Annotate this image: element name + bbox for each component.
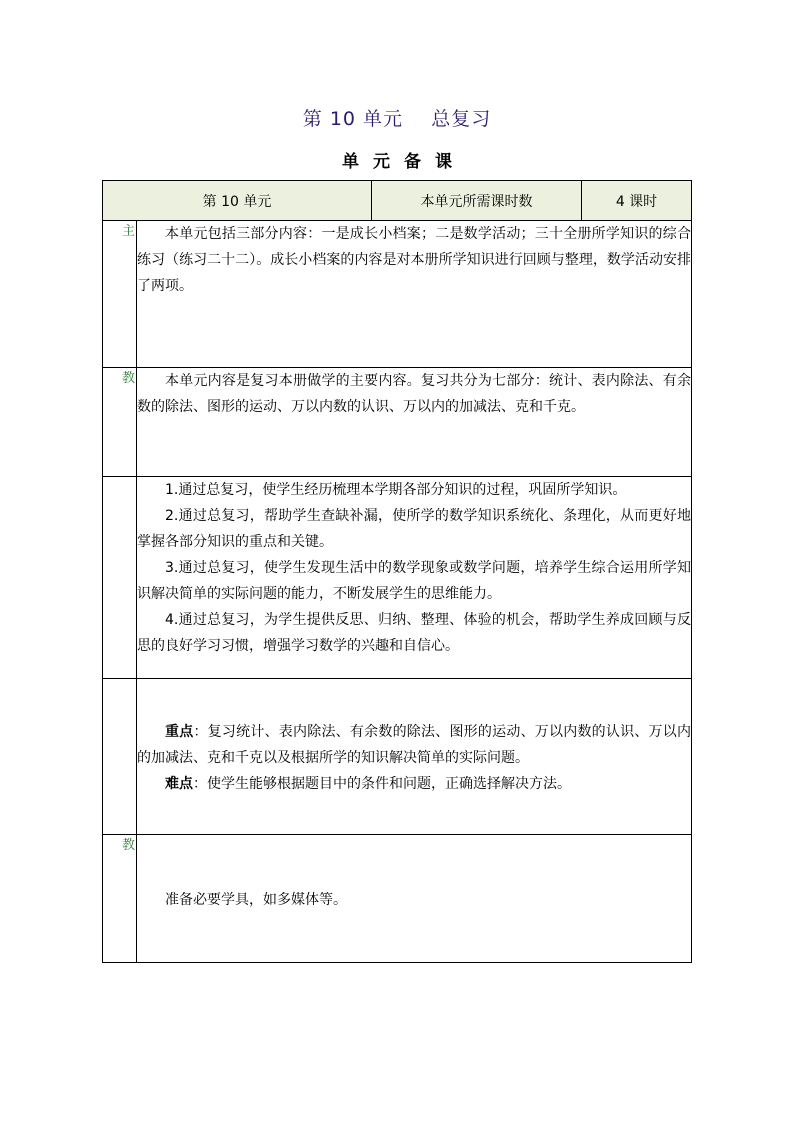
key-point-label: 重点 <box>165 724 194 740</box>
unit-cell: 第 10 单元 <box>103 181 372 221</box>
objective-item: 4.通过总复习，为学生提供反思、归纳、整理、体验的机会，帮助学生养成回顾与反思的良好学习习惯，增强学习数学的兴趣和自信心。 <box>137 612 691 654</box>
paragraph: 准备必要学具，如多媒体等。 <box>165 892 347 908</box>
content-cell <box>137 679 692 835</box>
table-header-row <box>103 181 692 221</box>
objective-item: 1.通过总复习，使学生经历梳理本学期各部分知识的过程，巩固所学知识。 <box>165 482 627 498</box>
table-row-key-points <box>103 679 692 835</box>
paragraph: 本单元内容是复习本册做学的主要内容。复习共分为七部分：统计、表内除法、有余数的除法、图形的运动、万以内数的认识、万以内的加减法、克和千克。 <box>137 373 691 415</box>
side-label: 主 <box>122 224 136 239</box>
key-point <box>137 719 691 771</box>
table-row-analysis <box>103 368 692 477</box>
side-label-cell <box>103 368 137 477</box>
table-row-content <box>103 221 692 368</box>
content-cell <box>137 835 692 963</box>
side-label-cell <box>103 221 137 368</box>
side-label-cell <box>103 835 137 963</box>
difficulty-label: 难点 <box>165 776 193 792</box>
lesson-plan-table <box>102 180 692 963</box>
side-label: 教 <box>122 371 136 386</box>
prep-title: 单元备课 <box>342 152 466 172</box>
content-cell <box>137 368 692 477</box>
objective-item: 3.通过总复习，使学生发现生活中的数学现象或数学问题，培养学生综合运用所学知识解决简单的实际问题的能力，不断发展学生的思维能力。 <box>137 560 691 602</box>
key-point-text: ：复习统计、表内除法、有余数的除法、图形的运动、万以内数的认识、万以内的加减法、克和千克以及根据所学的知识解决简单的实际问题。 <box>137 724 692 766</box>
hours-label-cell: 本单元所需课时数 <box>372 181 582 221</box>
unit-title: 第 10 单元 总复习 <box>302 108 492 130</box>
side-label: 教 <box>122 838 136 853</box>
objective-item: 2.通过总复习，帮助学生查缺补漏，使所学的数学知识系统化、条理化，从而更好地掌握各部分知识的重点和关键。 <box>137 508 691 550</box>
hours-value-cell: 4 课时 <box>582 181 692 221</box>
difficulty-text: ：使学生能够根据题目中的条件和问题，正确选择解决方法。 <box>193 776 571 792</box>
content-cell <box>137 221 692 368</box>
difficulty-point <box>137 771 691 797</box>
paragraph: 本单元包括三部分内容：一是成长小档案；二是数学活动；三十全册所学知识的综合练习（练习二十二）。成长小档案的内容是对本册所学知识进行回顾与整理，数学活动安排了两项。 <box>137 226 691 294</box>
side-label-cell <box>103 679 137 835</box>
content-cell <box>137 477 692 679</box>
side-label-cell <box>103 477 137 679</box>
table-row-preparation <box>103 835 692 963</box>
table-row-objectives <box>103 477 692 679</box>
